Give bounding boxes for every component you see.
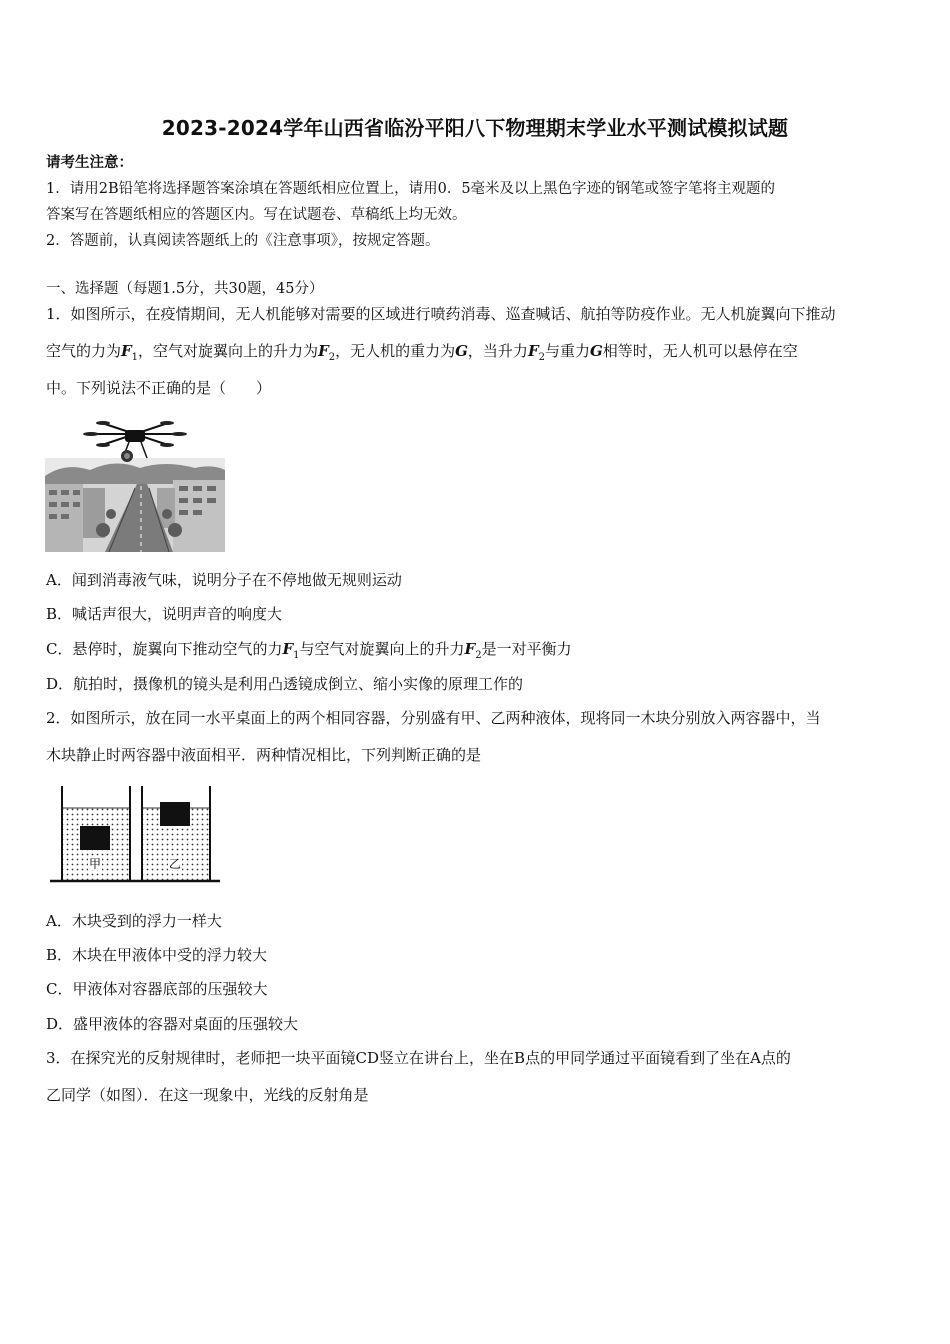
subscript-2: 2 — [475, 650, 482, 661]
q1-option-d: D．航拍时，摄像机的镜头是利用凸透镜成倒立、缩小实像的原理工作的 — [46, 675, 524, 693]
q1-option-c-text-c: 是一对平衡力 — [481, 640, 572, 658]
q1-text-f: 相等时，无人机可以悬停在空 — [602, 342, 798, 360]
q1-text-a: 空气的力为 — [46, 342, 122, 360]
symbol-f: F — [527, 342, 539, 360]
q2-option-d: D．盛甲液体的容器对桌面的压强较大 — [46, 1015, 299, 1033]
q1-text-b: ，空气对旋翼向上的升力为 — [138, 342, 319, 360]
q1-option-c-text-a: C．悬停时，旋翼向下推动空气的力 — [46, 640, 283, 658]
page-title: 2023-2024学年山西省临汾平阳八下物理期末学业水平测试模拟试题 — [161, 116, 789, 140]
q2-option-c: C．甲液体对容器底部的压强较大 — [46, 980, 268, 998]
label-yi: 乙 — [168, 857, 182, 871]
symbol-f: F — [121, 342, 132, 360]
subscript-2: 2 — [328, 352, 336, 363]
symbol-f: F — [282, 640, 294, 658]
symbol-f: F — [464, 640, 476, 658]
q1-line-1: 1．如图所示，在疫情期间，无人机能够对需要的区域进行喷药消毒、巡查喊话、航拍等防疫作业。无人机旋翼向下推动 — [46, 305, 836, 323]
q1-text-d: ，当升力 — [467, 342, 528, 360]
q2-line-1: 2．如图所示，放在同一水平桌面上的两个相同容器，分别盛有甲、乙两种液体，现将同一木块分别放入两容器中，当 — [46, 709, 821, 727]
q3-line-1: 3．在探究光的反射规律时，老师把一块平面镜CD竖立在讲台上，坐在B点的甲同学通过平面镜看到了坐在A点的 — [46, 1049, 791, 1067]
q2-option-b: B．木块在甲液体中受的浮力较大 — [46, 946, 268, 964]
q1-text-c: ，无人机的重力为 — [335, 342, 456, 360]
q1-option-b: B．喊话声很大，说明声音的响度大 — [46, 605, 283, 623]
q1-text-e: 与重力 — [544, 342, 590, 360]
q2-line-2: 木块静止时两容器中液面相平．两种情况相比，下列判断正确的是 — [46, 746, 482, 764]
q1-line-3: 中。下列说法不正确的是（ ） — [46, 379, 272, 397]
label-jia: 甲 — [88, 857, 102, 871]
q1-option-a: A．闻到消毒液气味，说明分子在不停地做无规则运动 — [46, 571, 402, 589]
q1-option-c-text-b: 与空气对旋翼向上的升力 — [299, 640, 465, 658]
subscript-1: 1 — [293, 650, 300, 661]
drone-photo-figure — [45, 418, 225, 552]
notice-line-3: 2．答题前，认真阅读答题纸上的《注意事项》，按规定答题。 — [46, 233, 440, 249]
q1-option-c — [46, 638, 908, 661]
symbol-g: G — [589, 342, 603, 360]
symbol-g: G — [455, 342, 468, 360]
notice-line-1: 1．请用2B铅笔将选择题答案涂填在答题纸相应位置上，请用0．5毫米及以上黑色字迹的钢笔或签字笔将主观题的 — [46, 181, 776, 197]
subscript-1: 1 — [131, 352, 139, 363]
subscript-2: 2 — [538, 352, 545, 363]
symbol-f: F — [318, 342, 329, 360]
section-heading: 一、选择题（每题1.5分，共30题，45分） — [46, 281, 324, 297]
notice-heading: 请考生注意： — [46, 154, 133, 171]
q2-option-a: A．木块受到的浮力一样大 — [46, 912, 222, 930]
q3-line-2: 乙同学（如图）．在这一现象中，光线的反射角是 — [46, 1086, 369, 1104]
containers-figure — [50, 782, 220, 888]
notice-line-2: 答案写在答题纸相应的答题区内。写在试题卷、草稿纸上均无效。 — [46, 207, 467, 223]
q1-line-2 — [46, 340, 908, 363]
